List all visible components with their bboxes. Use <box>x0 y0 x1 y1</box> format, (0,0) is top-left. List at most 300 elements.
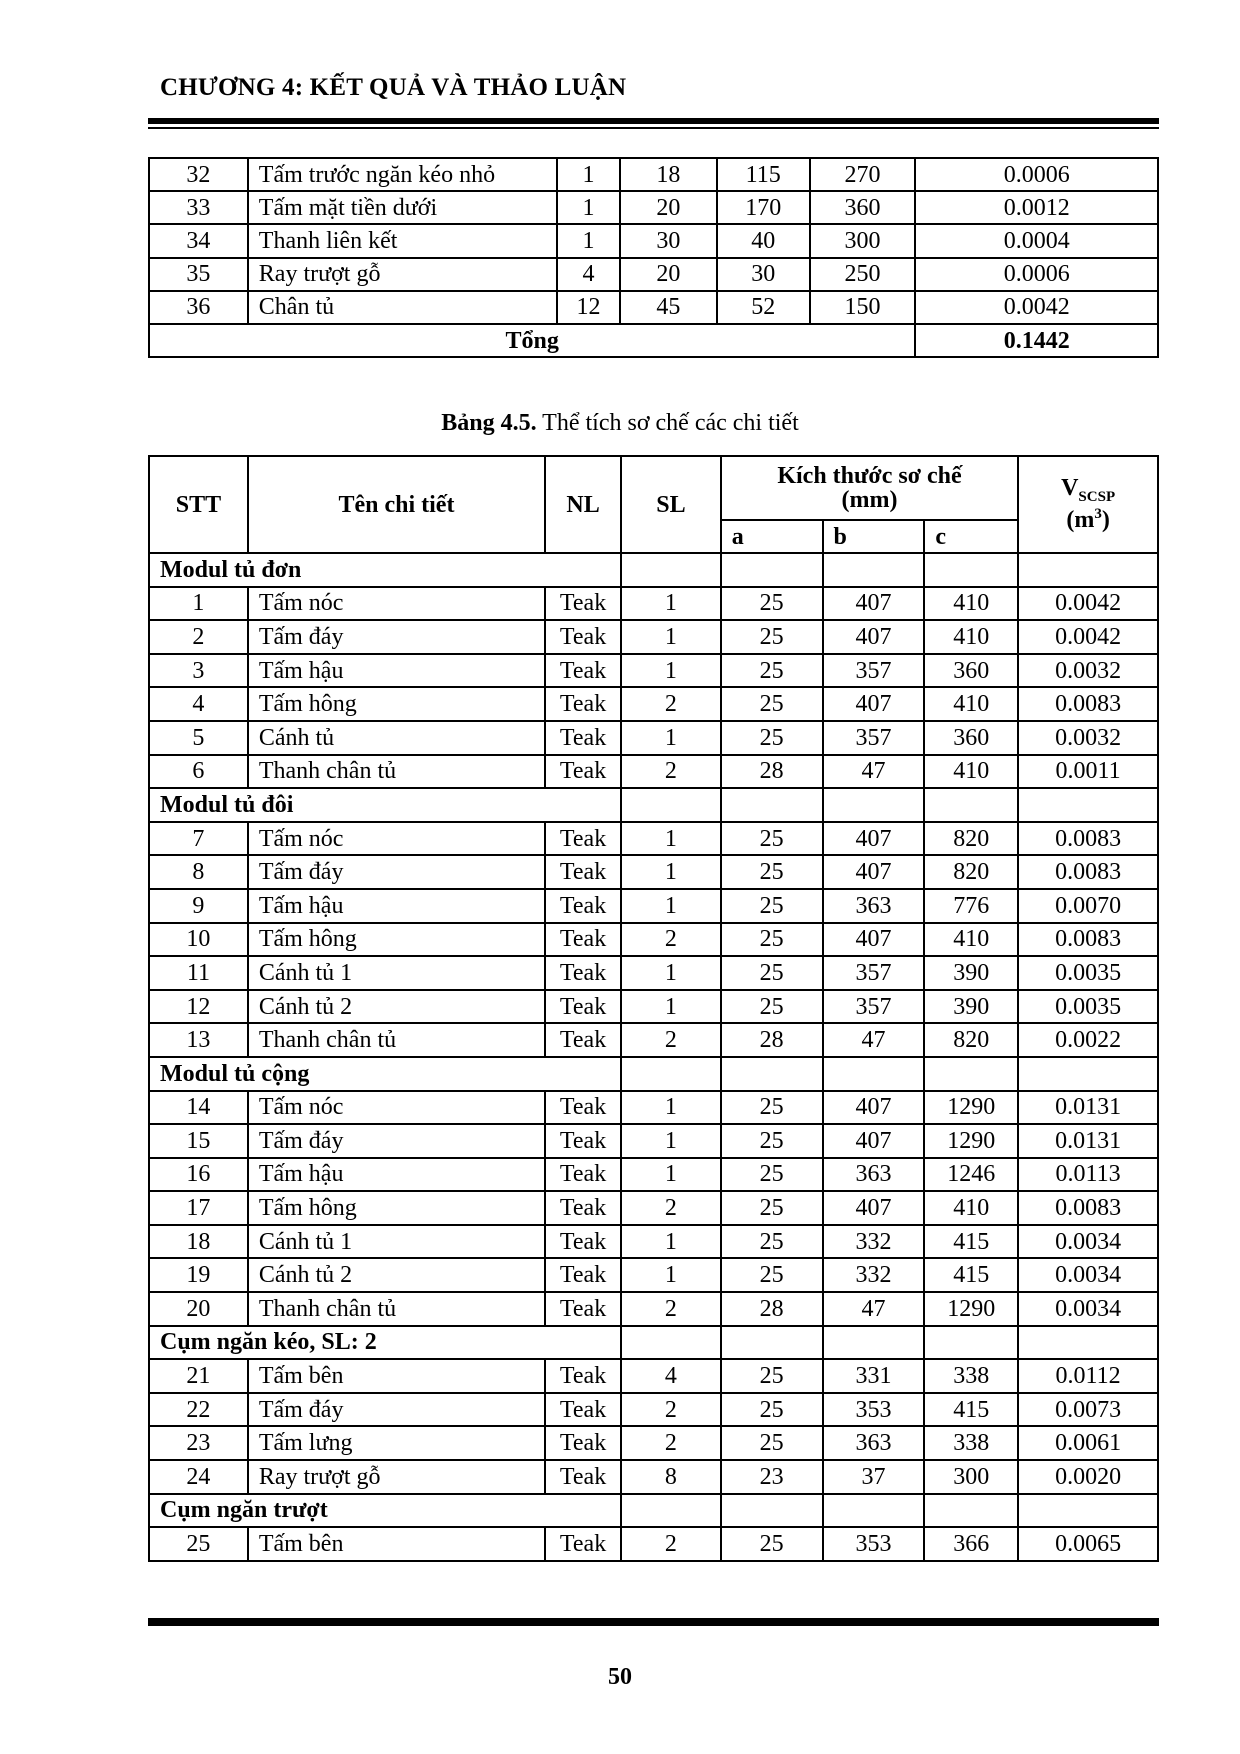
table-caption-label: Bảng 4.5. <box>441 410 537 436</box>
cell-sl: 1 <box>621 721 721 755</box>
cell-volume: 0.0083 <box>1018 1191 1158 1225</box>
cell-name: Tấm đáy <box>248 855 545 889</box>
header-dimensions <box>721 456 1018 520</box>
cell-stt: 7 <box>149 822 248 856</box>
cell-sl: 1 <box>557 158 620 191</box>
cell-material: Teak <box>545 587 621 621</box>
cell-volume: 0.0065 <box>1018 1527 1158 1561</box>
cell-dim-a: 25 <box>721 1091 823 1125</box>
cell-name: Tấm đáy <box>248 1393 545 1427</box>
cell-name: Ray trượt gỗ <box>248 1460 545 1494</box>
cell-material: Teak <box>545 1527 621 1561</box>
cell-dim-a: 20 <box>620 191 717 224</box>
cell-sl: 2 <box>621 1292 721 1326</box>
cell-sl: 1 <box>557 191 620 224</box>
cell-dim-b: 40 <box>717 224 810 257</box>
table-row <box>149 822 1158 856</box>
cell-dim-c: 1246 <box>924 1158 1018 1192</box>
cell-name: Chân tủ <box>248 291 557 324</box>
cell-volume: 0.0011 <box>1018 755 1158 789</box>
chapter-header: CHƯƠNG 4: KẾT QUẢ VÀ THẢO LUẬN <box>160 74 627 101</box>
cell-name: Tấm bên <box>248 1527 545 1561</box>
cell-sl: 2 <box>621 1191 721 1225</box>
cell-dim-c: 390 <box>924 990 1018 1024</box>
table-row <box>149 191 1158 224</box>
cell-name: Ray trượt gỗ <box>248 258 557 291</box>
cell-volume: 0.0042 <box>915 291 1158 324</box>
cell-material: Teak <box>545 654 621 688</box>
cell-dim-c: 150 <box>810 291 916 324</box>
cell-material: Teak <box>545 956 621 990</box>
cell-stt: 12 <box>149 990 248 1024</box>
empty-cell <box>823 788 925 822</box>
cell-volume: 0.0035 <box>1018 956 1158 990</box>
cell-name: Cánh tủ 2 <box>248 990 545 1024</box>
empty-cell <box>1018 788 1158 822</box>
table-row <box>149 1191 1158 1225</box>
header-nl: NL <box>545 456 621 553</box>
cell-dim-a: 25 <box>721 721 823 755</box>
group-title: Modul tủ cộng <box>149 1057 621 1091</box>
cell-sl: 12 <box>557 291 620 324</box>
table-row <box>149 990 1158 1024</box>
cell-name: Tấm hậu <box>248 654 545 688</box>
cell-volume: 0.0034 <box>1018 1258 1158 1292</box>
group-title: Cụm ngăn kéo, SL: 2 <box>149 1326 621 1360</box>
cell-volume: 0.0131 <box>1018 1091 1158 1125</box>
cell-dim-a: 25 <box>721 923 823 957</box>
cell-dim-b: 52 <box>717 291 810 324</box>
cell-stt: 2 <box>149 620 248 654</box>
header-name: Tên chi tiết <box>248 456 545 553</box>
cell-name: Tấm đáy <box>248 1124 545 1158</box>
cell-dim-a: 25 <box>721 620 823 654</box>
cell-material: Teak <box>545 1359 621 1393</box>
cell-dim-b: 47 <box>823 1023 925 1057</box>
cell-dim-c: 300 <box>810 224 916 257</box>
cell-volume: 0.0112 <box>1018 1359 1158 1393</box>
cell-volume: 0.0032 <box>1018 721 1158 755</box>
cell-dim-a: 45 <box>620 291 717 324</box>
cell-dim-b: 30 <box>717 258 810 291</box>
cell-stt: 33 <box>149 191 248 224</box>
total-value: 0.1442 <box>915 324 1158 357</box>
cell-material: Teak <box>545 1158 621 1192</box>
empty-cell <box>924 788 1018 822</box>
empty-cell <box>1018 553 1158 587</box>
cell-dim-b: 332 <box>823 1225 925 1259</box>
cell-name: Tấm trước ngăn kéo nhỏ <box>248 158 557 191</box>
table-row <box>149 889 1158 923</box>
cell-dim-a: 25 <box>721 1527 823 1561</box>
table-row <box>149 1527 1158 1561</box>
table-row <box>149 1460 1158 1494</box>
cell-dim-c: 1290 <box>924 1124 1018 1158</box>
cell-dim-a: 25 <box>721 1258 823 1292</box>
group-title: Modul tủ đôi <box>149 788 621 822</box>
header-volume-unit-sup: 3 <box>1094 505 1102 522</box>
cell-material: Teak <box>545 990 621 1024</box>
cell-name: Cánh tủ 2 <box>248 1258 545 1292</box>
cell-volume: 0.0006 <box>915 158 1158 191</box>
cell-name: Cánh tủ <box>248 721 545 755</box>
cell-sl: 2 <box>621 1393 721 1427</box>
empty-cell <box>924 1057 1018 1091</box>
cell-stt: 1 <box>149 587 248 621</box>
group-title: Modul tủ đơn <box>149 553 621 587</box>
cell-name: Cánh tủ 1 <box>248 956 545 990</box>
cell-dim-b: 357 <box>823 654 925 688</box>
header-rule-thin <box>148 127 1159 129</box>
cell-volume: 0.0070 <box>1018 889 1158 923</box>
cell-dim-b: 170 <box>717 191 810 224</box>
cell-dim-a: 18 <box>620 158 717 191</box>
cell-material: Teak <box>545 1460 621 1494</box>
cell-volume: 0.0034 <box>1018 1225 1158 1259</box>
cell-volume: 0.0032 <box>1018 654 1158 688</box>
empty-cell <box>1018 1326 1158 1360</box>
cell-dim-a: 25 <box>721 1225 823 1259</box>
cell-material: Teak <box>545 1426 621 1460</box>
cell-name: Tấm nóc <box>248 1091 545 1125</box>
empty-cell <box>721 788 823 822</box>
cell-dim-b: 407 <box>823 587 925 621</box>
cell-name: Tấm hông <box>248 1191 545 1225</box>
cell-dim-c: 250 <box>810 258 916 291</box>
cell-dim-a: 28 <box>721 755 823 789</box>
cell-sl: 2 <box>621 755 721 789</box>
cell-sl: 1 <box>621 822 721 856</box>
header-volume-symbol: V <box>1061 474 1079 501</box>
cell-dim-c: 360 <box>924 654 1018 688</box>
table-row <box>149 1359 1158 1393</box>
cell-name: Tấm hông <box>248 687 545 721</box>
cell-dim-a: 25 <box>721 889 823 923</box>
table-row <box>149 956 1158 990</box>
cell-stt: 22 <box>149 1393 248 1427</box>
cell-sl: 1 <box>621 587 721 621</box>
cell-dim-c: 415 <box>924 1393 1018 1427</box>
cell-dim-b: 357 <box>823 990 925 1024</box>
cell-material: Teak <box>545 822 621 856</box>
empty-cell <box>721 553 823 587</box>
cell-dim-c: 820 <box>924 1023 1018 1057</box>
empty-cell <box>621 788 721 822</box>
cell-dim-c: 776 <box>924 889 1018 923</box>
cell-stt: 15 <box>149 1124 248 1158</box>
cell-dim-a: 25 <box>721 1191 823 1225</box>
cell-stt: 10 <box>149 923 248 957</box>
cell-volume: 0.0083 <box>1018 822 1158 856</box>
cell-dim-c: 410 <box>924 587 1018 621</box>
header-stt: STT <box>149 456 248 553</box>
cell-sl: 1 <box>621 889 721 923</box>
cell-material: Teak <box>545 1124 621 1158</box>
cell-dim-a: 23 <box>721 1460 823 1494</box>
cell-sl: 2 <box>621 1426 721 1460</box>
cell-stt: 18 <box>149 1225 248 1259</box>
cell-material: Teak <box>545 1023 621 1057</box>
cell-stt: 17 <box>149 1191 248 1225</box>
empty-cell <box>621 1057 721 1091</box>
cell-dim-c: 410 <box>924 620 1018 654</box>
cell-dim-a: 25 <box>721 822 823 856</box>
empty-cell <box>721 1326 823 1360</box>
cell-material: Teak <box>545 1191 621 1225</box>
cell-name: Tấm mặt tiền dưới <box>248 191 557 224</box>
cell-dim-b: 363 <box>823 1426 925 1460</box>
cell-dim-b: 407 <box>823 687 925 721</box>
cell-sl: 4 <box>557 258 620 291</box>
table-caption-text: Thể tích sơ chế các chi tiết <box>536 410 799 436</box>
cell-dim-a: 25 <box>721 687 823 721</box>
table-row <box>149 654 1158 688</box>
header-rule-thick <box>148 118 1159 124</box>
cell-material: Teak <box>545 855 621 889</box>
footer-rule <box>148 1618 1159 1626</box>
table-row <box>149 291 1158 324</box>
empty-cell <box>924 1326 1018 1360</box>
cell-sl: 1 <box>621 654 721 688</box>
empty-cell <box>823 1494 925 1528</box>
table-row <box>149 923 1158 957</box>
cell-sl: 1 <box>621 990 721 1024</box>
group-title: Cụm ngăn trượt <box>149 1494 621 1528</box>
table-row <box>149 1091 1158 1125</box>
table-row <box>149 1124 1158 1158</box>
header-dim-a: a <box>721 520 823 553</box>
cell-dim-c: 338 <box>924 1359 1018 1393</box>
cell-dim-c: 410 <box>924 923 1018 957</box>
cell-dim-b: 331 <box>823 1359 925 1393</box>
group-header-row <box>149 788 1158 822</box>
cell-sl: 2 <box>621 1527 721 1561</box>
header-volume-subscript: SCSP <box>1078 488 1116 505</box>
cell-dim-a: 28 <box>721 1023 823 1057</box>
cell-sl: 4 <box>621 1359 721 1393</box>
cell-dim-b: 407 <box>823 923 925 957</box>
cell-dim-a: 25 <box>721 1426 823 1460</box>
cell-volume: 0.0034 <box>1018 1292 1158 1326</box>
table-row <box>149 1292 1158 1326</box>
table-row <box>149 258 1158 291</box>
cell-dim-b: 407 <box>823 1191 925 1225</box>
cell-dim-b: 407 <box>823 855 925 889</box>
cell-dim-c: 390 <box>924 956 1018 990</box>
cell-dim-a: 25 <box>721 1393 823 1427</box>
cell-material: Teak <box>545 721 621 755</box>
cell-dim-a: 25 <box>721 1158 823 1192</box>
cell-stt: 8 <box>149 855 248 889</box>
cell-stt: 32 <box>149 158 248 191</box>
cell-material: Teak <box>545 923 621 957</box>
material-volume-table <box>148 455 1159 1562</box>
cell-dim-c: 1290 <box>924 1292 1018 1326</box>
cell-dim-c: 415 <box>924 1225 1018 1259</box>
cell-volume: 0.0113 <box>1018 1158 1158 1192</box>
empty-cell <box>823 1326 925 1360</box>
empty-cell <box>823 1057 925 1091</box>
empty-cell <box>621 553 721 587</box>
cell-dim-b: 407 <box>823 620 925 654</box>
cell-stt: 6 <box>149 755 248 789</box>
cell-sl: 1 <box>621 620 721 654</box>
cell-dim-b: 407 <box>823 1124 925 1158</box>
cell-name: Tấm hậu <box>248 889 545 923</box>
header-dimensions-line2: (mm) <box>841 487 898 513</box>
table-row <box>149 1258 1158 1292</box>
cell-volume: 0.0006 <box>915 258 1158 291</box>
empty-cell <box>924 553 1018 587</box>
cell-stt: 9 <box>149 889 248 923</box>
cell-stt: 21 <box>149 1359 248 1393</box>
cell-stt: 36 <box>149 291 248 324</box>
empty-cell <box>621 1494 721 1528</box>
cell-dim-a: 28 <box>721 1292 823 1326</box>
cell-dim-a: 25 <box>721 654 823 688</box>
cell-volume: 0.0131 <box>1018 1124 1158 1158</box>
cell-stt: 20 <box>149 1292 248 1326</box>
cell-stt: 14 <box>149 1091 248 1125</box>
cell-name: Tấm đáy <box>248 620 545 654</box>
cell-volume: 0.0042 <box>1018 620 1158 654</box>
cell-dim-c: 338 <box>924 1426 1018 1460</box>
previous-table-continuation <box>148 157 1159 358</box>
group-header-row <box>149 1326 1158 1360</box>
cell-stt: 34 <box>149 224 248 257</box>
cell-dim-c: 410 <box>924 755 1018 789</box>
cell-material: Teak <box>545 1258 621 1292</box>
cell-sl: 1 <box>621 1258 721 1292</box>
cell-name: Thanh liên kết <box>248 224 557 257</box>
cell-dim-b: 332 <box>823 1258 925 1292</box>
cell-material: Teak <box>545 1091 621 1125</box>
cell-name: Cánh tủ 1 <box>248 1225 545 1259</box>
cell-dim-a: 20 <box>620 258 717 291</box>
cell-volume: 0.0012 <box>915 191 1158 224</box>
table-row <box>149 1023 1158 1057</box>
table-row <box>149 1158 1158 1192</box>
cell-sl: 2 <box>621 1023 721 1057</box>
cell-sl: 1 <box>621 1091 721 1125</box>
table-row <box>149 158 1158 191</box>
cell-name: Tấm nóc <box>248 822 545 856</box>
cell-volume: 0.0083 <box>1018 923 1158 957</box>
cell-material: Teak <box>545 889 621 923</box>
cell-volume: 0.0061 <box>1018 1426 1158 1460</box>
page-number: 50 <box>608 1664 632 1690</box>
cell-material: Teak <box>545 1393 621 1427</box>
cell-dim-c: 360 <box>810 191 916 224</box>
table-row <box>149 1225 1158 1259</box>
cell-dim-b: 47 <box>823 755 925 789</box>
cell-volume: 0.0035 <box>1018 990 1158 1024</box>
header-volume <box>1018 456 1158 553</box>
cell-dim-c: 410 <box>924 687 1018 721</box>
cell-dim-a: 25 <box>721 1359 823 1393</box>
header-volume-unit-close: ) <box>1101 506 1110 533</box>
cell-stt: 13 <box>149 1023 248 1057</box>
cell-name: Tấm bên <box>248 1359 545 1393</box>
cell-dim-c: 366 <box>924 1527 1018 1561</box>
previous-table-body <box>149 158 1158 357</box>
cell-dim-a: 25 <box>721 587 823 621</box>
empty-cell <box>721 1494 823 1528</box>
cell-dim-b: 115 <box>717 158 810 191</box>
cell-stt: 5 <box>149 721 248 755</box>
cell-dim-c: 415 <box>924 1258 1018 1292</box>
cell-dim-b: 47 <box>823 1292 925 1326</box>
cell-volume: 0.0073 <box>1018 1393 1158 1427</box>
cell-volume: 0.0022 <box>1018 1023 1158 1057</box>
cell-sl: 1 <box>621 855 721 889</box>
group-header-row <box>149 553 1158 587</box>
table-row <box>149 687 1158 721</box>
table-caption <box>0 410 1240 437</box>
cell-name: Tấm nóc <box>248 587 545 621</box>
cell-dim-c: 300 <box>924 1460 1018 1494</box>
cell-dim-b: 357 <box>823 956 925 990</box>
cell-dim-c: 410 <box>924 1191 1018 1225</box>
cell-name: Tấm hậu <box>248 1158 545 1192</box>
cell-sl: 8 <box>621 1460 721 1494</box>
cell-sl: 1 <box>621 1124 721 1158</box>
cell-dim-c: 1290 <box>924 1091 1018 1125</box>
cell-stt: 25 <box>149 1527 248 1561</box>
cell-dim-b: 353 <box>823 1527 925 1561</box>
group-header-row <box>149 1494 1158 1528</box>
cell-material: Teak <box>545 1225 621 1259</box>
cell-dim-b: 407 <box>823 822 925 856</box>
cell-dim-a: 25 <box>721 990 823 1024</box>
header-sl: SL <box>621 456 721 553</box>
cell-stt: 24 <box>149 1460 248 1494</box>
cell-dim-c: 360 <box>924 721 1018 755</box>
cell-sl: 1 <box>621 956 721 990</box>
cell-dim-b: 363 <box>823 889 925 923</box>
cell-dim-b: 407 <box>823 1091 925 1125</box>
cell-material: Teak <box>545 1292 621 1326</box>
cell-name: Tấm lưng <box>248 1426 545 1460</box>
cell-stt: 11 <box>149 956 248 990</box>
cell-name: Thanh chân tủ <box>248 755 545 789</box>
cell-sl: 2 <box>621 687 721 721</box>
cell-volume: 0.0083 <box>1018 687 1158 721</box>
cell-dim-b: 353 <box>823 1393 925 1427</box>
header-volume-unit-open: (m <box>1066 506 1095 533</box>
cell-stt: 16 <box>149 1158 248 1192</box>
cell-dim-a: 30 <box>620 224 717 257</box>
cell-dim-c: 270 <box>810 158 916 191</box>
cell-material: Teak <box>545 620 621 654</box>
table-row <box>149 1426 1158 1460</box>
cell-dim-c: 820 <box>924 822 1018 856</box>
table-row <box>149 755 1158 789</box>
empty-cell <box>924 1494 1018 1528</box>
cell-material: Teak <box>545 755 621 789</box>
empty-cell <box>621 1326 721 1360</box>
header-dim-c: c <box>924 520 1018 553</box>
table-row <box>149 224 1158 257</box>
cell-volume: 0.0004 <box>915 224 1158 257</box>
table-row <box>149 721 1158 755</box>
total-label: Tổng <box>149 324 915 357</box>
table-row <box>149 587 1158 621</box>
cell-dim-a: 25 <box>721 855 823 889</box>
cell-stt: 4 <box>149 687 248 721</box>
cell-dim-b: 357 <box>823 721 925 755</box>
cell-sl: 1 <box>621 1225 721 1259</box>
